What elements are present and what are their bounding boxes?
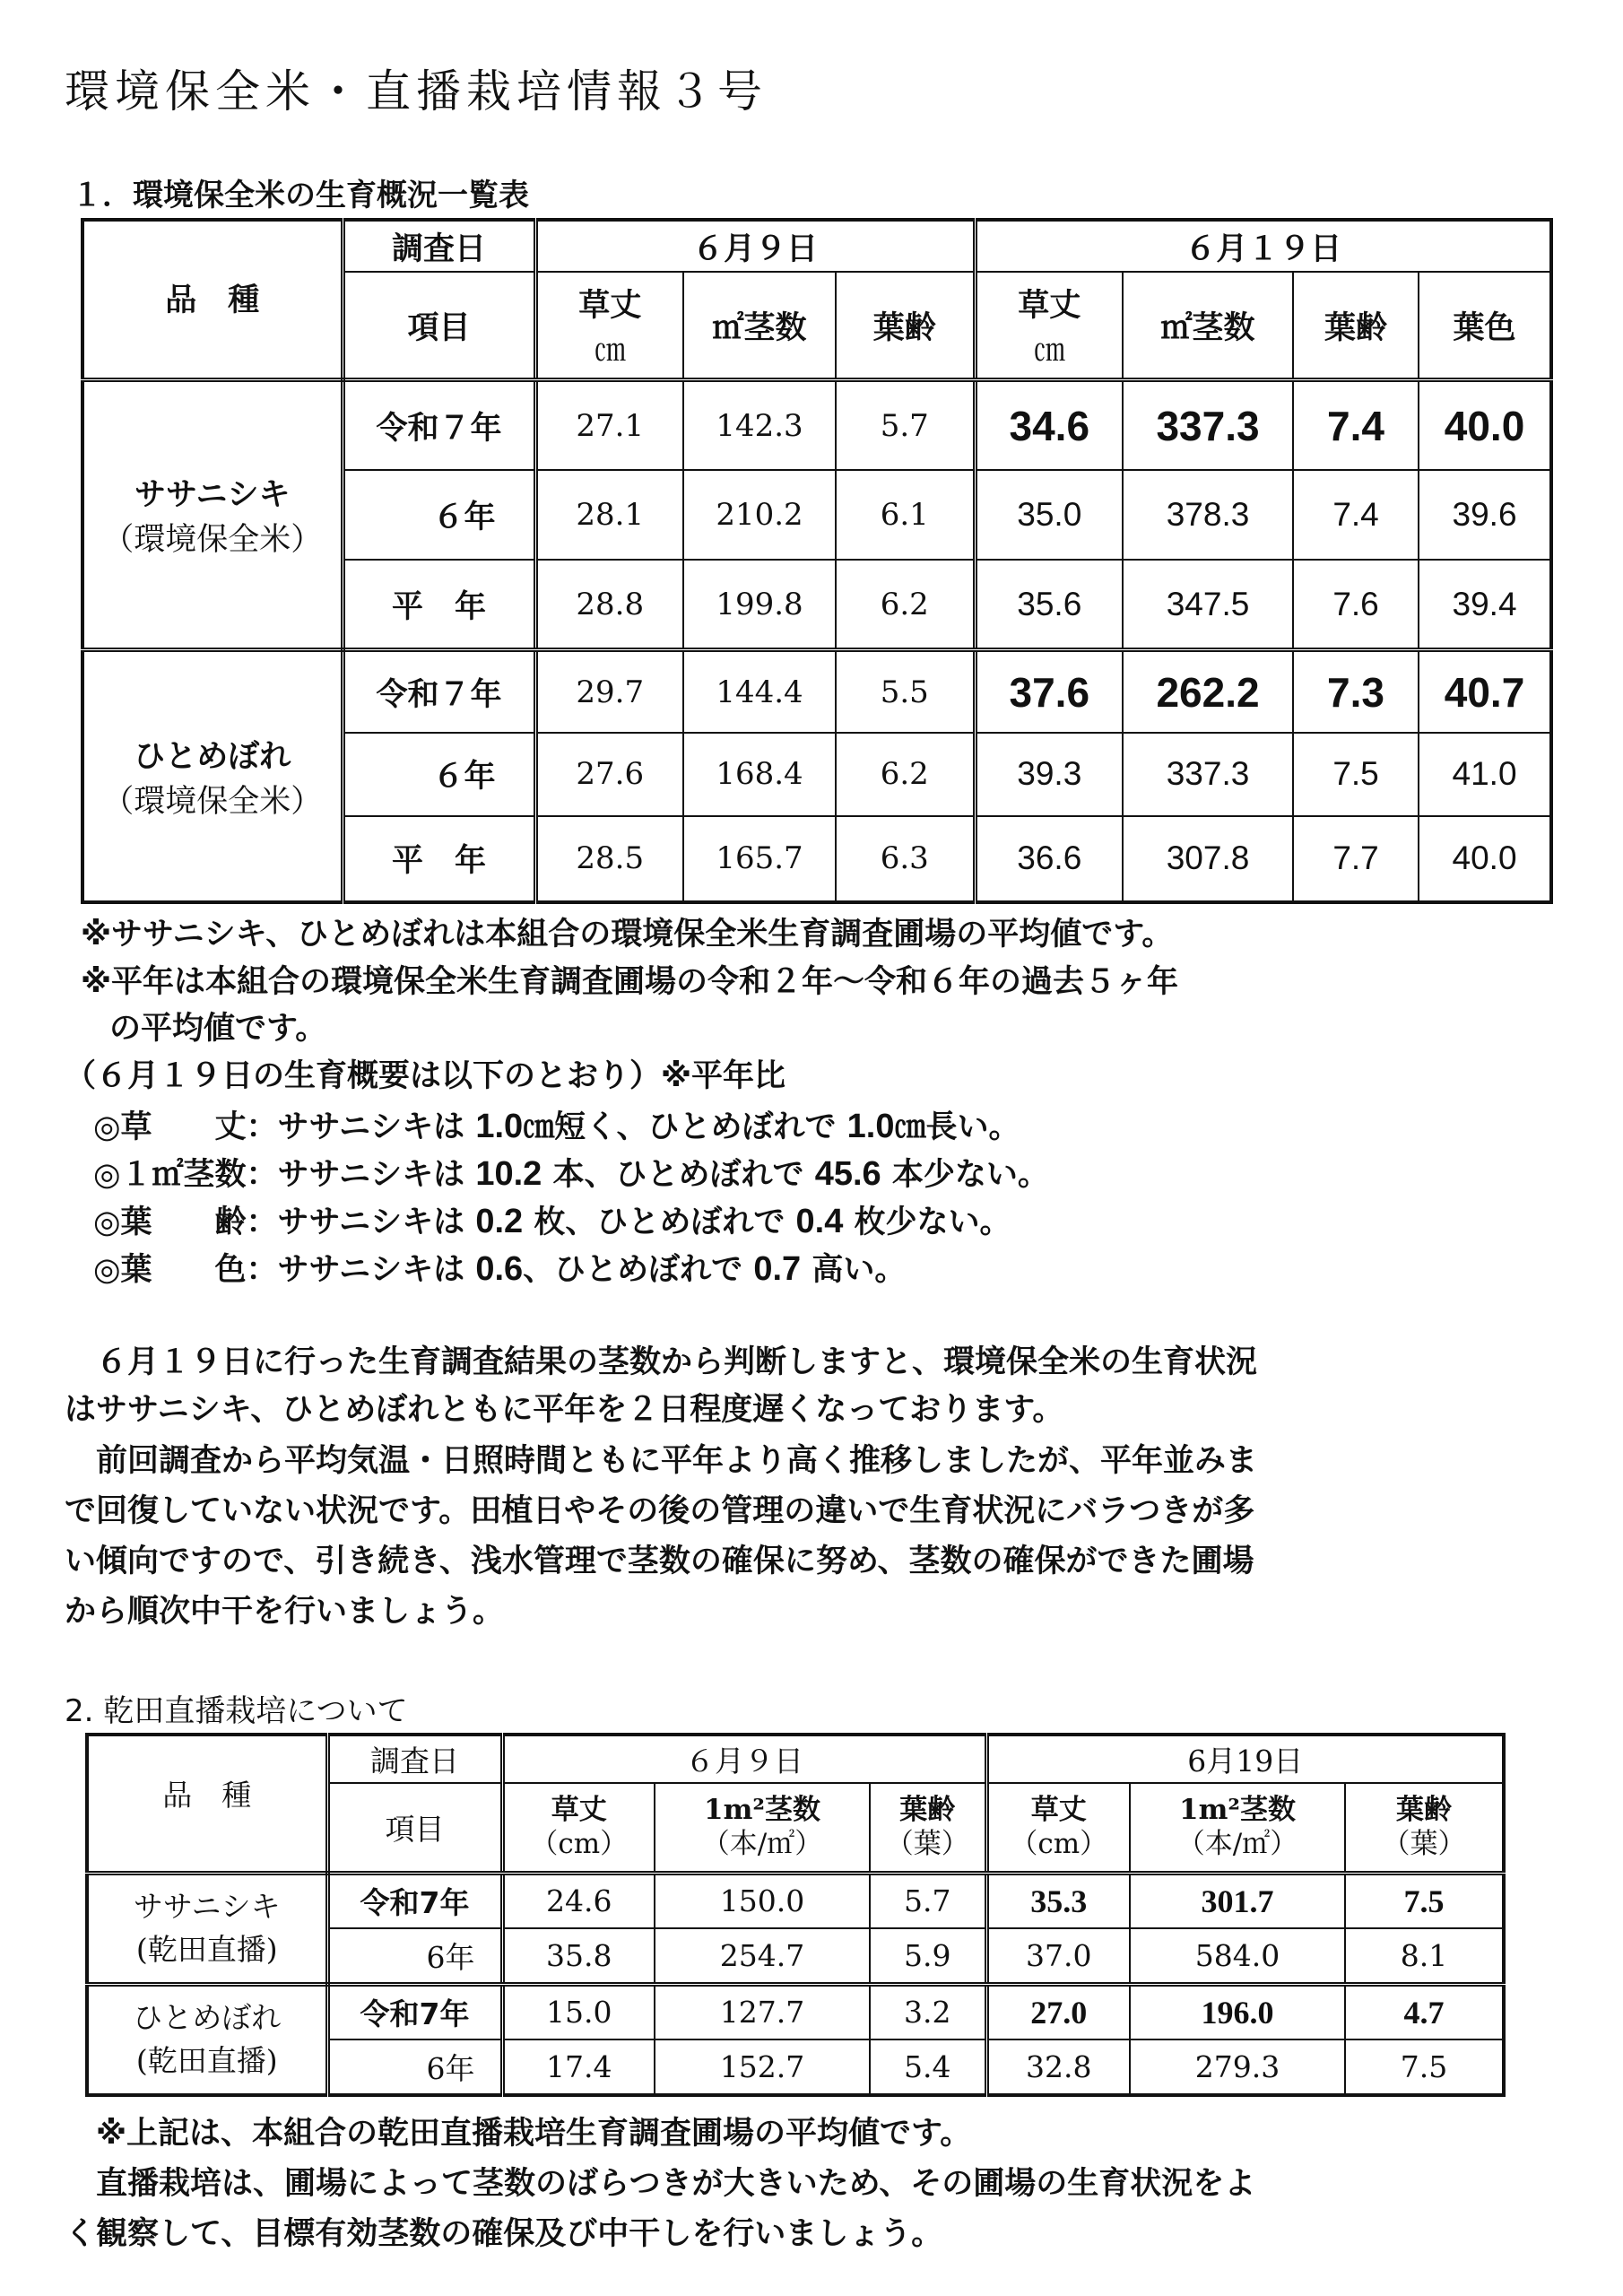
chosabi-header: 調査日: [343, 220, 535, 272]
value-cell: 37.6: [975, 650, 1123, 733]
summary-text-c: 本少ない。: [881, 1157, 1049, 1193]
summary-text-a: ササニシキは: [277, 1109, 476, 1145]
date2-header: ６月１９日: [975, 220, 1551, 272]
value-cell: 378.3: [1123, 470, 1293, 560]
value-cell: 254.7: [655, 1928, 870, 1984]
value-cell: 5.5: [836, 650, 975, 733]
page-title: 環境保全米・直播栽培情報３号: [65, 65, 768, 117]
summary-val-b: 1.0: [846, 1108, 895, 1145]
keisu-header-1: [655, 1783, 870, 1873]
value-cell: 35.8: [502, 1928, 655, 1984]
value-cell: 196.0: [1130, 1984, 1345, 2039]
value-cell: 168.4: [683, 733, 836, 815]
paragraph-line: から順次中干を行いましょう。: [65, 1594, 505, 1630]
kusatake-label: 草丈: [551, 1793, 607, 1826]
yorei-header-1: 葉齢: [836, 272, 975, 379]
summary-val-a: 0.6: [475, 1250, 524, 1288]
year-cell: 令和７年: [343, 650, 535, 733]
note-line: ※上記は、本組合の乾田直播栽培生育調査圃場の平均値です。: [65, 2116, 972, 2152]
yorei-label: 葉齢: [899, 1793, 956, 1826]
value-cell: 5.9: [870, 1928, 986, 1984]
value-cell: 41.0: [1419, 733, 1551, 815]
yorei-unit: （葉）: [1382, 1828, 1466, 1861]
yoshoku-header: 葉色: [1419, 272, 1551, 379]
value-cell: 301.7: [1130, 1873, 1345, 1928]
value-cell: 27.1: [535, 380, 683, 470]
keisu-header-2: ㎡茎数: [1123, 272, 1293, 379]
value-cell: 17.4: [502, 2039, 655, 2095]
summary-label: ◎葉 色：: [93, 1252, 278, 1288]
table-row: [82, 650, 1551, 733]
summary-label: ◎草 丈：: [93, 1109, 278, 1145]
year-cell: 平 年: [343, 816, 535, 902]
keisu-label: 1m²茎数: [704, 1793, 820, 1826]
komoku-header: 項目: [327, 1783, 502, 1873]
note-line: 直播栽培は、圃場によって茎数のばらつきが大きいため、その圃場の生育状況をよ: [65, 2166, 1256, 2202]
value-cell: 584.0: [1130, 1928, 1345, 1984]
hinshu-header: 品 種: [82, 220, 343, 380]
year-cell: 令和7年: [327, 1984, 502, 2039]
variety-name: ひとめぼれ: [134, 738, 291, 775]
variety-sub: （環境保全米）: [102, 783, 323, 820]
value-cell: 35.3: [986, 1873, 1130, 1928]
variety-cell: [82, 650, 343, 902]
value-cell: 35.0: [975, 470, 1123, 560]
summary-text-c: 高い。: [801, 1252, 907, 1288]
year-cell: 6年: [327, 2039, 502, 2095]
summary-text-c: ㎝長い。: [894, 1109, 1020, 1145]
value-cell: 36.6: [975, 816, 1123, 902]
summary-text-a: ササニシキは: [277, 1205, 476, 1240]
value-cell: 40.7: [1419, 650, 1551, 733]
value-cell: 4.7: [1345, 1984, 1504, 2039]
value-cell: 210.2: [683, 470, 836, 560]
value-cell: 39.6: [1419, 470, 1551, 560]
value-cell: 337.3: [1123, 733, 1293, 815]
summary-label: ◎葉 齢：: [93, 1205, 278, 1240]
value-cell: 262.2: [1123, 650, 1293, 733]
year-cell: ６年: [343, 470, 535, 560]
summary-text-b: 本、ひとめぼれで: [542, 1157, 815, 1193]
variety-cell: [82, 380, 343, 650]
value-cell: 142.3: [683, 380, 836, 470]
value-cell: 8.1: [1345, 1928, 1504, 1984]
value-cell: 40.0: [1419, 816, 1551, 902]
summary-val-b: 45.6: [814, 1155, 881, 1193]
kusatake-unit: （cm）: [530, 1828, 629, 1861]
chosabi-header: 調査日: [327, 1735, 502, 1783]
variety-name: ひとめぼれ: [133, 2000, 282, 2036]
summary-text-c: 枚少ない。: [843, 1205, 1011, 1240]
value-cell: 28.1: [535, 470, 683, 560]
yorei-header-2: 葉齢: [1293, 272, 1419, 379]
year-cell: ６年: [343, 733, 535, 815]
note-line: （６月１９日の生育概要は以下のとおり）※平年比: [65, 1058, 786, 1094]
variety-cell: [87, 1873, 327, 1984]
value-cell: 7.3: [1293, 650, 1419, 733]
variety-cell: [87, 1984, 327, 2095]
direct-seeding-table: [85, 1733, 1506, 2097]
kusatake-header-2: [975, 272, 1123, 379]
kusatake-header-1: [502, 1783, 655, 1873]
value-cell: 7.5: [1293, 733, 1419, 815]
section1-heading: １．環境保全米の生育概況一覧表: [72, 178, 529, 213]
value-cell: 337.3: [1123, 380, 1293, 470]
summary-text-b: 枚、ひとめぼれで: [523, 1205, 796, 1240]
value-cell: 7.7: [1293, 816, 1419, 902]
yorei-unit: （葉）: [885, 1828, 969, 1861]
hinshu-header: 品 種: [87, 1735, 327, 1873]
variety-sub: （環境保全米）: [102, 522, 323, 559]
summary-line: [93, 1252, 906, 1286]
value-cell: 127.7: [655, 1984, 870, 2039]
keisu-label: 1m²茎数: [1179, 1793, 1296, 1826]
value-cell: 3.2: [870, 1984, 986, 2039]
keisu-header-2: [1130, 1783, 1345, 1873]
table-row: [82, 380, 1551, 470]
paragraph-line: はササニシキ、ひとめぼれともに平年を２日程度遅くなっております。: [65, 1392, 1064, 1428]
year-cell: 令和７年: [343, 380, 535, 470]
note-line: ※ササニシキ、ひとめぼれは本組合の環境保全米生育調査圃場の平均値です。: [81, 917, 1174, 952]
kusatake-unit: （cm）: [1010, 1828, 1108, 1861]
yorei-label: 葉齢: [1396, 1793, 1453, 1826]
value-cell: 307.8: [1123, 816, 1293, 902]
note-line: の平均値です。: [109, 1011, 327, 1047]
keisu-unit: （本/㎡）: [701, 1828, 823, 1861]
growth-summary-table: [81, 218, 1553, 904]
paragraph-line: ６月１９日に行った生育調査結果の茎数から判断しますと、環境保全米の生育状況: [65, 1344, 1258, 1380]
year-cell: 6年: [327, 1928, 502, 1984]
value-cell: 6.2: [836, 560, 975, 649]
kusatake-label: 草丈: [578, 287, 642, 324]
summary-val-a: 0.2: [475, 1203, 524, 1240]
kusatake-label: 草丈: [1018, 287, 1081, 324]
value-cell: 6.2: [836, 733, 975, 815]
summary-line: [93, 1205, 1011, 1239]
value-cell: 24.6: [502, 1873, 655, 1928]
value-cell: 152.7: [655, 2039, 870, 2095]
value-cell: 32.8: [986, 2039, 1130, 2095]
value-cell: 5.4: [870, 2039, 986, 2095]
kusatake-unit: ㎝: [1033, 332, 1065, 369]
value-cell: 35.6: [975, 560, 1123, 649]
value-cell: 28.5: [535, 816, 683, 902]
value-cell: 7.6: [1293, 560, 1419, 649]
value-cell: 27.0: [986, 1984, 1130, 2039]
variety-sub: (乾田直播): [135, 2043, 278, 2079]
value-cell: 39.4: [1419, 560, 1551, 649]
value-cell: 144.4: [683, 650, 836, 733]
value-cell: 27.6: [535, 733, 683, 815]
section2-heading: 2. 乾田直播栽培について: [65, 1693, 408, 1729]
yorei-header-1: [870, 1783, 986, 1873]
date1-header: ６月９日: [535, 220, 975, 272]
summary-text-b: ㎝短く、ひとめぼれで: [523, 1109, 847, 1145]
value-cell: 34.6: [975, 380, 1123, 470]
table-row: [87, 1984, 1504, 2039]
year-cell: 令和7年: [327, 1873, 502, 1928]
summary-line: [93, 1109, 1020, 1144]
summary-val-b: 0.4: [795, 1203, 844, 1240]
variety-name: ササニシキ: [133, 1889, 281, 1925]
yorei-header-2: [1345, 1783, 1504, 1873]
date1-header: ６月９日: [502, 1735, 986, 1783]
keisu-unit: （本/㎡）: [1176, 1828, 1298, 1861]
kusatake-label: 草丈: [1030, 1793, 1087, 1826]
kusatake-header-1: [535, 272, 683, 379]
value-cell: 28.8: [535, 560, 683, 649]
summary-line: [93, 1157, 1049, 1191]
variety-sub: (乾田直播): [135, 1932, 278, 1967]
summary-text-a: ササニシキは: [277, 1157, 476, 1193]
value-cell: 5.7: [836, 380, 975, 470]
value-cell: 39.3: [975, 733, 1123, 815]
value-cell: 165.7: [683, 816, 836, 902]
date2-header: 6月19日: [986, 1735, 1504, 1783]
kusatake-unit: ㎝: [594, 332, 626, 369]
value-cell: 7.5: [1345, 1873, 1504, 1928]
summary-text-a: ササニシキは: [277, 1252, 476, 1288]
kusatake-header-2: [986, 1783, 1130, 1873]
value-cell: 7.4: [1293, 470, 1419, 560]
note-line: く観察して、目標有効茎数の確保及び中干しを行いましょう。: [65, 2216, 943, 2252]
value-cell: 29.7: [535, 650, 683, 733]
value-cell: 7.4: [1293, 380, 1419, 470]
value-cell: 347.5: [1123, 560, 1293, 649]
year-cell: 平 年: [343, 560, 535, 649]
paragraph-line: い傾向ですので、引き続き、浅水管理で茎数の確保に努め、茎数の確保ができた圃場: [65, 1544, 1254, 1579]
value-cell: 40.0: [1419, 380, 1551, 470]
value-cell: 6.3: [836, 816, 975, 902]
paragraph-line: で回復していない状況です。田植日やその後の管理の違いで生育状況にバラつきが多: [65, 1493, 1255, 1529]
summary-val-b: 0.7: [753, 1250, 802, 1288]
value-cell: 5.7: [870, 1873, 986, 1928]
value-cell: 37.0: [986, 1928, 1130, 1984]
komoku-header: 項目: [343, 272, 535, 379]
summary-text-b: 、ひとめぼれで: [523, 1252, 754, 1288]
value-cell: 150.0: [655, 1873, 870, 1928]
table-row: [87, 1873, 1504, 1928]
value-cell: 7.5: [1345, 2039, 1504, 2095]
value-cell: 6.1: [836, 470, 975, 560]
summary-label: ◎１㎡茎数：: [93, 1157, 278, 1193]
variety-name: ササニシキ: [134, 477, 291, 514]
paragraph-line: 前回調査から平均気温・日照時間ともに平年より高く推移しましたが、平年並みま: [65, 1443, 1258, 1479]
keisu-header-1: ㎡茎数: [683, 272, 836, 379]
summary-val-a: 10.2: [475, 1155, 542, 1193]
summary-val-a: 1.0: [475, 1108, 524, 1145]
value-cell: 199.8: [683, 560, 836, 649]
value-cell: 15.0: [502, 1984, 655, 2039]
note-line: ※平年は本組合の環境保全米生育調査圃場の令和２年～令和６年の過去５ヶ年: [81, 964, 1179, 1000]
value-cell: 279.3: [1130, 2039, 1345, 2095]
